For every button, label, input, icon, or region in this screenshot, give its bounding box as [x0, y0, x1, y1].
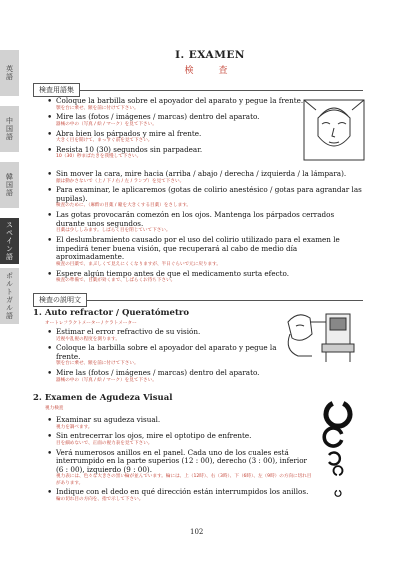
list-item: • Examinar su agudeza visual. 視力を調べます。	[47, 416, 312, 431]
tab-english: 英語	[0, 50, 19, 96]
page-number: 102	[190, 528, 204, 536]
divider	[33, 90, 363, 91]
section2-list	[47, 416, 312, 505]
list-item: • Verá numerosos anillos en el panel. Cada uno de los cuales está interrumpido en la parte superios (12 : 00), derecho (3 : 00), inferior (6 : 00), izquierdo (9 : 00). 視力表には、色々な大きさの黒い輪が並んでいます。輪には、上（12時）、右（3時）、下（6時）、左（9時）の方向に切れ目があります。	[47, 449, 312, 487]
tab-korean: 韓国語	[0, 162, 19, 208]
list-item: • Las gotas provocarán comezón en los ojos. Mantenga los párpados cerrados durante unos segundos. 目薬は少ししみます。しばらく目を閉じていて下さい。	[47, 211, 365, 234]
list-item: • El deslumbramiento causado por el uso del colirio utilizado para el examen le impedirá tener buena visión, que recuperará al cabo de medio día aproximadamente. 検査の目薬で、まぶしくて見えにくくなりますが、半日ぐらいで元に戻ります。	[47, 236, 365, 268]
list-item: • Coloque la barbilla sobre el apoyador del aparato y pegue la frente. 顎を台に乗せ、額を前に付けて下さい。	[47, 344, 282, 367]
section1-list	[47, 328, 282, 385]
list-item: • Mire las (fotos / imágenes / marcas) dentro del aparato. 器械の中の（写真 / 絵 / マーク）を見て下さい。	[47, 369, 282, 384]
tab-portuguese: ポルトガル語	[0, 268, 19, 324]
explanation-label: 検査の説明文	[33, 293, 87, 307]
list-item: • Estimar el error refractivo de su visión. 近視や乱視の程度を測ります。	[47, 328, 282, 343]
glossary-label: 検査用語集	[33, 83, 80, 97]
list-item: • Para examinar, le aplicaremos (gotas de colirio anestésico / gotas para agrandar las pupilas). 検査のために、（麻酔の目薬 / 瞳を大きくする目薬）をさします。	[47, 186, 365, 209]
autorefractor-illustration	[282, 304, 362, 366]
list-item: • Coloque la barbilla sobre el apoyador del aparato y pegue la frente. 顎を台に乗せ、額を前に付けて下さい。	[47, 97, 305, 112]
landolt-ring-chart	[318, 394, 358, 508]
list-item: • Resista 10 (30) segundos sin parpadear. 10（30）秒まばたきを我慢して下さい。	[47, 146, 305, 161]
list-item: • Abra bien los párpados y mire al frente. 大きく目を開けて、まっすぐ前を見て下さい。	[47, 130, 305, 145]
list-item: • Sin mover la cara, mire hacia (arriba / abajo / derecha / izquierda / la lámpara). 顔は動かさないで（上 / 下 / 右 / 左 / ランプ）を見て下さい。	[47, 170, 365, 185]
list-item: • Espere algún tiempo antes de que el medicamento surta efecto. 検査の準備で、目薬が効くまで、しばらくお待ち下さい。	[47, 270, 365, 285]
list-item: • Sin entrecerrar los ojos, mire el optotipo de enfrente. 目を細めないで、正面の視力表を見て下さい。	[47, 432, 312, 447]
list-item: • Mire las (fotos / imágenes / marcas) dentro del aparato. 器械の中の（写真 / 絵 / マーク）を見て下さい。	[47, 113, 305, 128]
list-item: • Indique con el dedo en qué dirección están interrumpidos los anillos. 輪の切れ目の方向を、指で示して下さい。	[47, 488, 312, 503]
section1-title-jp: オートレフラクトメーター / ケラトメーター	[45, 321, 137, 326]
section1-title: 1. Auto refractor / Queratómetro	[33, 308, 190, 318]
section2-title-jp: 視力検査	[45, 406, 64, 411]
glossary-list-wide	[47, 170, 365, 286]
section2-title: 2. Examen de Agudeza Visual	[33, 393, 173, 403]
face-illustration	[300, 96, 368, 164]
page-title-jp: 検 査	[184, 66, 236, 76]
glossary-list	[47, 97, 305, 162]
tab-chinese: 中国語	[0, 106, 19, 152]
page-title: I. EXAMEN	[175, 49, 245, 61]
tab-spanish: スペイン語	[0, 218, 19, 264]
